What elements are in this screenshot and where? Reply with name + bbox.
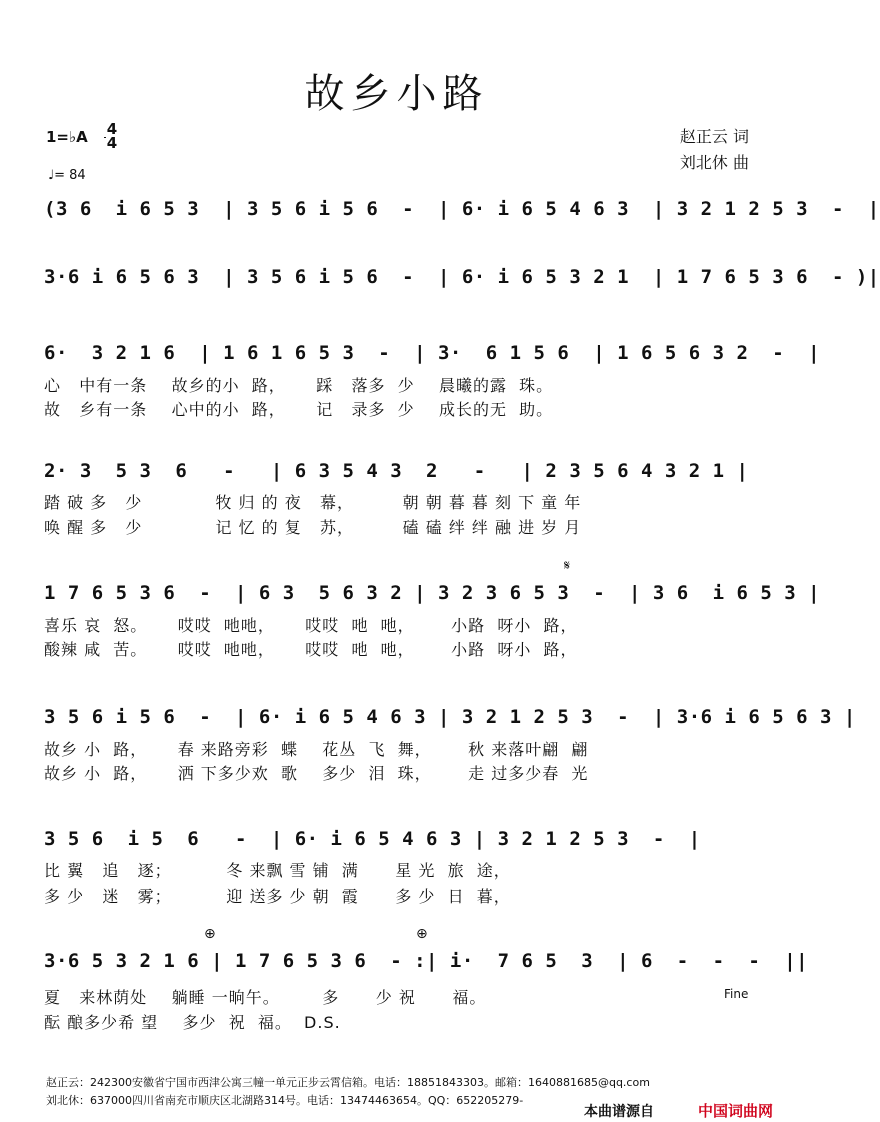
lyric-verse-1: 夏 来林荫处 躺睡 一晌午。 多 少 祝 福。 — [44, 988, 487, 1007]
coda-sign: ⊕ — [204, 926, 216, 942]
notation-line: 3 5 6 i 5 6 - | 6· i 6 5 4 6 3 | 3 2 1 2 5 3 - | 3·6 i 6 5 6 3 | — [44, 706, 856, 728]
notation-line: 2· 3 5 3 6 - | 6 3 5 4 3 2 - | 2 3 5 6 4 3 2 1 | — [44, 460, 749, 482]
source-label: 本曲谱源自 — [584, 1104, 654, 1120]
notation-line: 1 7 6 5 3 6 - | 6 3 5 6 3 2 | 3 2 3 6 5 3 - | 3 6 i 6 5 3 | — [44, 582, 821, 604]
time-signature-top: 4 — [106, 120, 118, 138]
composer-credit: 刘北休 曲 — [679, 153, 749, 172]
time-signature — [104, 122, 120, 150]
notation-line: (3 6 i 6 5 3 | 3 5 6 i 5 6 - | 6· i 6 5 4 6 3 | 3 2 1 2 5 3 - | — [44, 198, 880, 220]
coda-sign: ⊕ — [416, 926, 428, 942]
segno-sign: 𝄋 — [564, 558, 571, 574]
lyric-verse-1: 喜乐 哀 怒。 哎哎 吔吔， 哎哎 吔 吔， 小路 呀小 路， — [44, 616, 578, 635]
lyricist-credit: 赵正云 词 — [679, 127, 749, 146]
lyric-verse-2: 故乡 小 路， 洒 下多少欢 歌 多少 泪 珠， 走 过多少春 光 — [44, 764, 589, 783]
lyric-verse-1: 踏 破 多 少 牧 归 的 夜 幕， 朝 朝 暮 暮 刻 下 童 年 — [44, 493, 582, 512]
lyric-verse-2: 唤 醒 多 少 记 忆 的 复 苏， 磕 磕 绊 绊 融 进 岁 月 — [44, 518, 582, 537]
notation-line: 3 5 6 i 5 6 - | 6· i 6 5 4 6 3 | 3 2 1 2 5 3 - | — [44, 828, 701, 850]
footer-contact-lyricist: 赵正云：242300安徽省宁国市西津公寓三幢一单元正步云霄信箱。电话：18851843303。邮箱：1640881685@qq.com — [46, 1076, 650, 1089]
fine-marking: Fine — [724, 987, 749, 1001]
key-signature: 1=♭A — [46, 128, 88, 146]
notation-line: 6· 3 2 1 6 | 1 6 1 6 5 3 - | 3· 6 1 5 6 | 1 6 5 6 3 2 - | — [44, 342, 821, 364]
lyric-verse-2: 多 少 迷 雾； 迎 送多 少 朝 霞 多 少 日 暮， — [44, 887, 511, 906]
lyric-verse-1: 故乡 小 路， 春 来路旁彩 蝶 花丛 飞 舞， 秋 来落叶翩 翩 — [44, 740, 589, 759]
page-title: 故乡小路 — [304, 71, 489, 117]
lyric-verse-1: 心 中有一条 故乡的小 路， 踩 落多 少 晨曦的露 珠。 — [44, 376, 554, 395]
footer-contact-composer: 刘北休：637000四川省南充市顺庆区北湖路314号。电话：13474463654。QQ：652205279- — [46, 1094, 524, 1107]
time-signature-bottom: 4 — [106, 134, 118, 152]
notation-line: 3·6 5 3 2 1 6 | 1 7 6 5 3 6 - :| i· 7 6 5 3 | 6 - - - || — [44, 950, 809, 972]
lyric-verse-2: 酸辣 咸 苦。 哎哎 吔吔， 哎哎 吔 吔， 小路 呀小 路， — [44, 640, 578, 659]
lyric-verse-2: 酝 酿多少希 望 多少 祝 福。 D.S. — [44, 1013, 341, 1032]
lyric-verse-1: 比 翼 追 逐； 冬 来飘 雪 铺 满 星 光 旅 途， — [44, 861, 511, 880]
lyric-verse-2: 故 乡有一条 心中的小 路， 记 录多 少 成长的无 助。 — [44, 400, 554, 419]
source-site-link[interactable]: 中国词曲网 — [698, 1102, 774, 1120]
tempo-marking: ♩= 84 — [48, 168, 86, 183]
notation-line: 3·6 i 6 5 6 3 | 3 5 6 i 5 6 - | 6· i 6 5 3 2 1 | 1 7 6 5 3 6 - )| — [44, 266, 880, 288]
